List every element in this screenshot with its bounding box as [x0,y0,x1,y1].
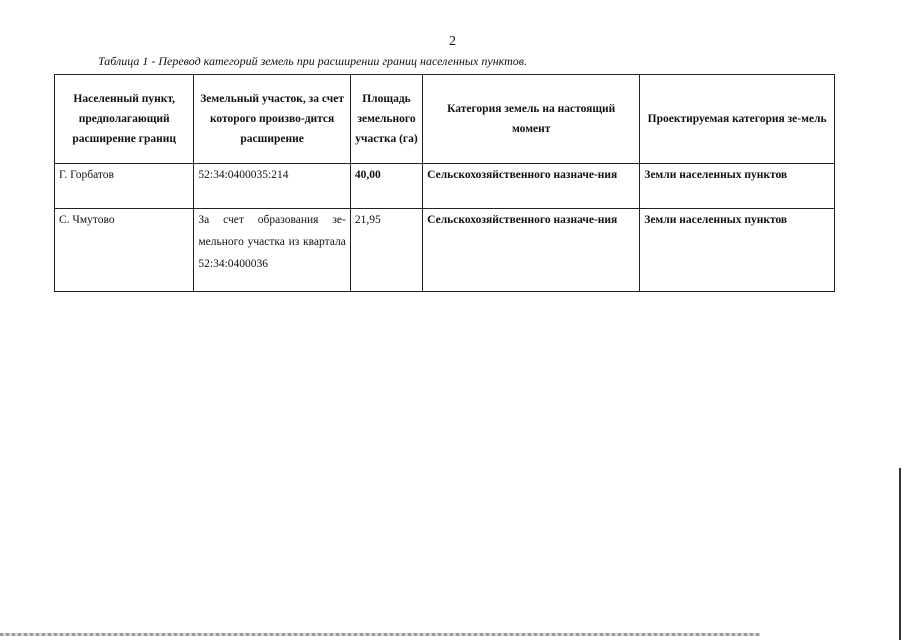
table-header-row [55,75,835,164]
cell-current-category: Сельскохозяйственного назначе-ния [423,164,640,209]
cell-parcel: 52:34:0400035:214 [194,164,350,209]
table-row [55,209,835,292]
cell-settlement: С. Чмутово [55,209,194,292]
cell-area: 40,00 [350,164,422,209]
header-settlement: Населенный пункт, предполагающий расширение границ [55,75,194,164]
header-area: Площадь земельного участка (га) [350,75,422,164]
header-current-category: Категория земель на настоящий момент [423,75,640,164]
cell-planned-category: Земли населенных пунктов [640,209,835,292]
page-number: 2 [449,34,456,49]
cell-area: 21,95 [350,209,422,292]
table-caption: Таблица 1 - Перевод категорий земель при расширении границ населенных пунктов. [98,54,527,68]
scan-bottom-border [0,633,760,636]
cell-parcel: За счет образования зе-мельного участка из квартала 52:34:0400036 [194,209,350,292]
header-parcel: Земельный участок, за счет которого произво-дится расширение [194,75,350,164]
land-category-table [54,74,835,292]
cell-settlement: Г. Горбатов [55,164,194,209]
table-row [55,164,835,209]
cell-current-category: Сельскохозяйственного назначе-ния [423,209,640,292]
scan-edge-line [899,468,901,640]
cell-planned-category: Земли населенных пунктов [640,164,835,209]
header-planned-category: Проектируемая категория зе-мель [640,75,835,164]
